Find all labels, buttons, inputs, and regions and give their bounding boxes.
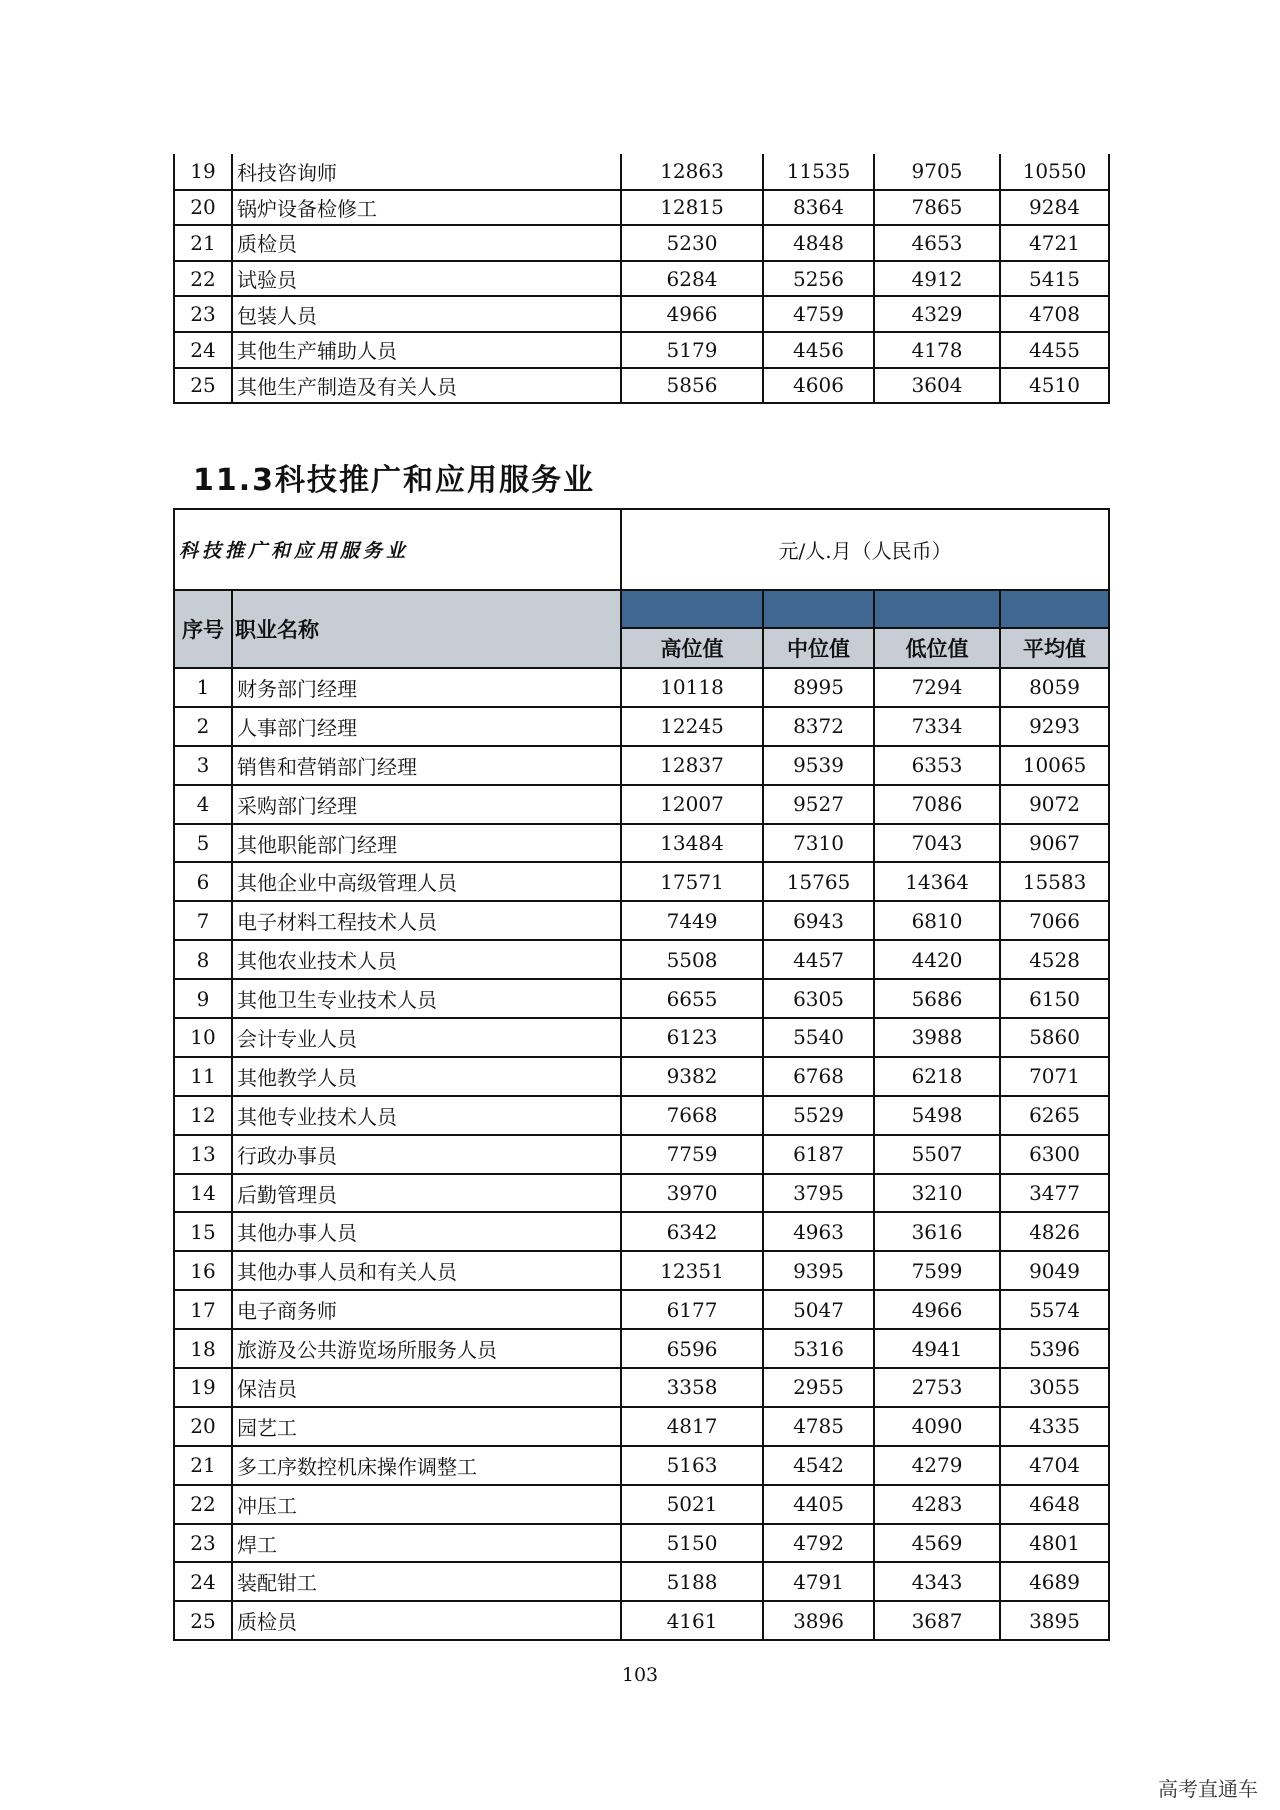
high-value-cell: 7449: [621, 901, 763, 940]
median-value-cell: 4542: [763, 1446, 874, 1485]
unit-label: 元/人.月（人民币）: [621, 509, 1109, 590]
table-row: [174, 862, 1109, 901]
average-value-cell: 4689: [1000, 1562, 1109, 1601]
median-value-cell: 9539: [763, 746, 874, 785]
table-row: [174, 1212, 1109, 1251]
high-value-cell: 7759: [621, 1135, 763, 1174]
table-row: [174, 225, 1109, 261]
low-value-cell: 7334: [874, 707, 1000, 746]
median-value-cell: 4405: [763, 1485, 874, 1524]
low-value-cell: 5686: [874, 979, 1000, 1018]
average-value-cell: 7066: [1000, 901, 1109, 940]
table-row: [174, 1562, 1109, 1601]
seq-cell: 23: [174, 296, 232, 332]
table-row: [174, 824, 1109, 863]
table-row: [174, 668, 1109, 707]
average-value-cell: 9049: [1000, 1251, 1109, 1290]
average-value-cell: 5574: [1000, 1290, 1109, 1329]
median-value-cell: 5256: [763, 261, 874, 297]
seq-cell: 22: [174, 261, 232, 297]
high-value-cell: 12815: [621, 190, 763, 226]
low-value-cell: 6810: [874, 901, 1000, 940]
table-row: [174, 1601, 1109, 1640]
median-value-cell: 5540: [763, 1018, 874, 1057]
job-name-cell: 质检员: [232, 1601, 621, 1640]
average-value-cell: 4704: [1000, 1446, 1109, 1485]
seq-cell: 16: [174, 1251, 232, 1290]
table-row: [174, 979, 1109, 1018]
median-value-cell: 9395: [763, 1251, 874, 1290]
average-value-cell: 9284: [1000, 190, 1109, 226]
average-value-cell: 6150: [1000, 979, 1109, 1018]
low-value-cell: 7294: [874, 668, 1000, 707]
median-value-cell: 3795: [763, 1174, 874, 1213]
seq-cell: 20: [174, 190, 232, 226]
high-value-cell: 17571: [621, 862, 763, 901]
job-name-cell: 保洁员: [232, 1368, 621, 1407]
seq-cell: 23: [174, 1524, 232, 1563]
header-low: 低位值: [874, 628, 1000, 668]
average-value-cell: 6265: [1000, 1096, 1109, 1135]
high-value-cell: 4161: [621, 1601, 763, 1640]
average-value-cell: 5396: [1000, 1329, 1109, 1368]
high-value-cell: 6123: [621, 1018, 763, 1057]
table-row: [174, 940, 1109, 979]
table-row: [174, 707, 1109, 746]
table-title: 科技推广和应用服务业: [174, 509, 621, 590]
low-value-cell: 4178: [874, 332, 1000, 368]
table-row: [174, 1174, 1109, 1213]
table-row: [174, 1251, 1109, 1290]
high-value-cell: 12351: [621, 1251, 763, 1290]
page-number: 103: [621, 1664, 659, 1686]
job-name-cell: 包装人员: [232, 296, 621, 332]
job-name-cell: 其他卫生专业技术人员: [232, 979, 621, 1018]
high-value-cell: 4966: [621, 296, 763, 332]
high-value-cell: 6342: [621, 1212, 763, 1251]
average-value-cell: 8059: [1000, 668, 1109, 707]
average-value-cell: 9072: [1000, 785, 1109, 824]
median-value-cell: 2955: [763, 1368, 874, 1407]
seq-cell: 3: [174, 746, 232, 785]
seq-cell: 1: [174, 668, 232, 707]
header-band: [763, 590, 874, 628]
median-value-cell: 5047: [763, 1290, 874, 1329]
header-band: [1000, 590, 1109, 628]
high-value-cell: 5230: [621, 225, 763, 261]
seq-cell: 13: [174, 1135, 232, 1174]
median-value-cell: 7310: [763, 824, 874, 863]
job-name-cell: 其他办事人员和有关人员: [232, 1251, 621, 1290]
median-value-cell: 4606: [763, 368, 874, 404]
high-value-cell: 3358: [621, 1368, 763, 1407]
seq-cell: 4: [174, 785, 232, 824]
high-value-cell: 4817: [621, 1407, 763, 1446]
high-value-cell: 6284: [621, 261, 763, 297]
median-value-cell: 15765: [763, 862, 874, 901]
seq-cell: 19: [174, 154, 232, 190]
job-name-cell: 其他农业技术人员: [232, 940, 621, 979]
low-value-cell: 4653: [874, 225, 1000, 261]
job-name-cell: 试验员: [232, 261, 621, 297]
low-value-cell: 6353: [874, 746, 1000, 785]
job-name-cell: 装配钳工: [232, 1562, 621, 1601]
seq-cell: 25: [174, 1601, 232, 1640]
table-row: [174, 1096, 1109, 1135]
table-row: [174, 154, 1109, 190]
continued-salary-table: [173, 154, 1110, 404]
high-value-cell: 7668: [621, 1096, 763, 1135]
low-value-cell: 6218: [874, 1057, 1000, 1096]
table-row: [174, 1135, 1109, 1174]
table-row: [174, 190, 1109, 226]
seq-cell: 18: [174, 1329, 232, 1368]
low-value-cell: 7865: [874, 190, 1000, 226]
high-value-cell: 5150: [621, 1524, 763, 1563]
job-name-cell: 焊工: [232, 1524, 621, 1563]
low-value-cell: 3988: [874, 1018, 1000, 1057]
header-job-name: 职业名称: [232, 590, 621, 668]
watermark: 高考直通车: [1158, 1777, 1258, 1801]
job-name-cell: 其他生产辅助人员: [232, 332, 621, 368]
seq-cell: 10: [174, 1018, 232, 1057]
median-value-cell: 4963: [763, 1212, 874, 1251]
seq-cell: 21: [174, 225, 232, 261]
job-name-cell: 后勤管理员: [232, 1174, 621, 1213]
table-row: [174, 1407, 1109, 1446]
low-value-cell: 4569: [874, 1524, 1000, 1563]
average-value-cell: 4721: [1000, 225, 1109, 261]
high-value-cell: 5163: [621, 1446, 763, 1485]
average-value-cell: 4648: [1000, 1485, 1109, 1524]
salary-table: [173, 508, 1110, 1641]
low-value-cell: 4966: [874, 1290, 1000, 1329]
average-value-cell: 7071: [1000, 1057, 1109, 1096]
median-value-cell: 3896: [763, 1601, 874, 1640]
median-value-cell: 6943: [763, 901, 874, 940]
seq-cell: 22: [174, 1485, 232, 1524]
header-average: 平均值: [1000, 628, 1109, 668]
low-value-cell: 5507: [874, 1135, 1000, 1174]
seq-cell: 15: [174, 1212, 232, 1251]
seq-cell: 24: [174, 332, 232, 368]
median-value-cell: 6305: [763, 979, 874, 1018]
high-value-cell: 6177: [621, 1290, 763, 1329]
median-value-cell: 5529: [763, 1096, 874, 1135]
median-value-cell: 4785: [763, 1407, 874, 1446]
seq-cell: 14: [174, 1174, 232, 1213]
median-value-cell: 9527: [763, 785, 874, 824]
low-value-cell: 5498: [874, 1096, 1000, 1135]
low-value-cell: 7043: [874, 824, 1000, 863]
low-value-cell: 4343: [874, 1562, 1000, 1601]
average-value-cell: 4826: [1000, 1212, 1109, 1251]
median-value-cell: 8372: [763, 707, 874, 746]
median-value-cell: 4791: [763, 1562, 874, 1601]
low-value-cell: 4279: [874, 1446, 1000, 1485]
average-value-cell: 4708: [1000, 296, 1109, 332]
table-row: [174, 261, 1109, 297]
job-name-cell: 其他职能部门经理: [232, 824, 621, 863]
table-row: [174, 1329, 1109, 1368]
job-name-cell: 旅游及公共游览场所服务人员: [232, 1329, 621, 1368]
table-row: [174, 1524, 1109, 1563]
high-value-cell: 5856: [621, 368, 763, 404]
seq-cell: 21: [174, 1446, 232, 1485]
seq-cell: 20: [174, 1407, 232, 1446]
job-name-cell: 其他企业中高级管理人员: [232, 862, 621, 901]
average-value-cell: 3055: [1000, 1368, 1109, 1407]
section-heading: 11.3科技推广和应用服务业: [193, 463, 596, 498]
low-value-cell: 4090: [874, 1407, 1000, 1446]
job-name-cell: 其他专业技术人员: [232, 1096, 621, 1135]
average-value-cell: 5860: [1000, 1018, 1109, 1057]
high-value-cell: 13484: [621, 824, 763, 863]
header-seq: 序号: [174, 590, 232, 668]
job-name-cell: 多工序数控机床操作调整工: [232, 1446, 621, 1485]
high-value-cell: 12837: [621, 746, 763, 785]
median-value-cell: 6768: [763, 1057, 874, 1096]
job-name-cell: 会计专业人员: [232, 1018, 621, 1057]
low-value-cell: 7599: [874, 1251, 1000, 1290]
average-value-cell: 4510: [1000, 368, 1109, 404]
average-value-cell: 3895: [1000, 1601, 1109, 1640]
job-name-cell: 财务部门经理: [232, 668, 621, 707]
salary-table-body: [174, 668, 1109, 1640]
seq-cell: 2: [174, 707, 232, 746]
high-value-cell: 10118: [621, 668, 763, 707]
job-name-cell: 其他办事人员: [232, 1212, 621, 1251]
low-value-cell: 4941: [874, 1329, 1000, 1368]
median-value-cell: 4457: [763, 940, 874, 979]
seq-cell: 25: [174, 368, 232, 404]
seq-cell: 6: [174, 862, 232, 901]
job-name-cell: 其他教学人员: [232, 1057, 621, 1096]
job-name-cell: 锅炉设备检修工: [232, 190, 621, 226]
low-value-cell: 4912: [874, 261, 1000, 297]
low-value-cell: 4283: [874, 1485, 1000, 1524]
table-row: [174, 1446, 1109, 1485]
high-value-cell: 5021: [621, 1485, 763, 1524]
median-value-cell: 8364: [763, 190, 874, 226]
job-name-cell: 销售和营销部门经理: [232, 746, 621, 785]
low-value-cell: 9705: [874, 154, 1000, 190]
high-value-cell: 12007: [621, 785, 763, 824]
seq-cell: 5: [174, 824, 232, 863]
seq-cell: 19: [174, 1368, 232, 1407]
job-name-cell: 冲压工: [232, 1485, 621, 1524]
low-value-cell: 2753: [874, 1368, 1000, 1407]
seq-cell: 9: [174, 979, 232, 1018]
seq-cell: 8: [174, 940, 232, 979]
high-value-cell: 3970: [621, 1174, 763, 1213]
table-row: [174, 332, 1109, 368]
job-name-cell: 电子商务师: [232, 1290, 621, 1329]
header-band: [874, 590, 1000, 628]
continued-table-body: [174, 154, 1109, 403]
header-band: [621, 590, 763, 628]
table-row: [174, 1368, 1109, 1407]
average-value-cell: 5415: [1000, 261, 1109, 297]
job-name-cell: 采购部门经理: [232, 785, 621, 824]
average-value-cell: 4528: [1000, 940, 1109, 979]
table-row: [174, 1485, 1109, 1524]
table-row: [174, 746, 1109, 785]
job-name-cell: 其他生产制造及有关人员: [232, 368, 621, 404]
seq-cell: 12: [174, 1096, 232, 1135]
high-value-cell: 12245: [621, 707, 763, 746]
job-name-cell: 质检员: [232, 225, 621, 261]
seq-cell: 24: [174, 1562, 232, 1601]
low-value-cell: 3604: [874, 368, 1000, 404]
median-value-cell: 4848: [763, 225, 874, 261]
table-row: [174, 1057, 1109, 1096]
header-high: 高位值: [621, 628, 763, 668]
median-value-cell: 8995: [763, 668, 874, 707]
table-row: [174, 296, 1109, 332]
job-name-cell: 科技咨询师: [232, 154, 621, 190]
median-value-cell: 6187: [763, 1135, 874, 1174]
median-value-cell: 4792: [763, 1524, 874, 1563]
median-value-cell: 11535: [763, 154, 874, 190]
low-value-cell: 4420: [874, 940, 1000, 979]
high-value-cell: 5508: [621, 940, 763, 979]
seq-cell: 17: [174, 1290, 232, 1329]
job-name-cell: 人事部门经理: [232, 707, 621, 746]
table-row: [174, 1290, 1109, 1329]
average-value-cell: 9293: [1000, 707, 1109, 746]
high-value-cell: 9382: [621, 1057, 763, 1096]
seq-cell: 11: [174, 1057, 232, 1096]
average-value-cell: 4335: [1000, 1407, 1109, 1446]
job-name-cell: 行政办事员: [232, 1135, 621, 1174]
high-value-cell: 12863: [621, 154, 763, 190]
seq-cell: 7: [174, 901, 232, 940]
header-median: 中位值: [763, 628, 874, 668]
median-value-cell: 4456: [763, 332, 874, 368]
job-name-cell: 园艺工: [232, 1407, 621, 1446]
average-value-cell: 9067: [1000, 824, 1109, 863]
low-value-cell: 4329: [874, 296, 1000, 332]
table-row: [174, 368, 1109, 404]
average-value-cell: 10065: [1000, 746, 1109, 785]
low-value-cell: 7086: [874, 785, 1000, 824]
high-value-cell: 5179: [621, 332, 763, 368]
average-value-cell: 3477: [1000, 1174, 1109, 1213]
average-value-cell: 4455: [1000, 332, 1109, 368]
low-value-cell: 14364: [874, 862, 1000, 901]
high-value-cell: 6596: [621, 1329, 763, 1368]
average-value-cell: 15583: [1000, 862, 1109, 901]
low-value-cell: 3687: [874, 1601, 1000, 1640]
high-value-cell: 6655: [621, 979, 763, 1018]
median-value-cell: 4759: [763, 296, 874, 332]
average-value-cell: 6300: [1000, 1135, 1109, 1174]
low-value-cell: 3616: [874, 1212, 1000, 1251]
table-row: [174, 785, 1109, 824]
job-name-cell: 电子材料工程技术人员: [232, 901, 621, 940]
high-value-cell: 5188: [621, 1562, 763, 1601]
low-value-cell: 3210: [874, 1174, 1000, 1213]
table-row: [174, 1018, 1109, 1057]
average-value-cell: 4801: [1000, 1524, 1109, 1563]
average-value-cell: 10550: [1000, 154, 1109, 190]
table-row: [174, 901, 1109, 940]
median-value-cell: 5316: [763, 1329, 874, 1368]
